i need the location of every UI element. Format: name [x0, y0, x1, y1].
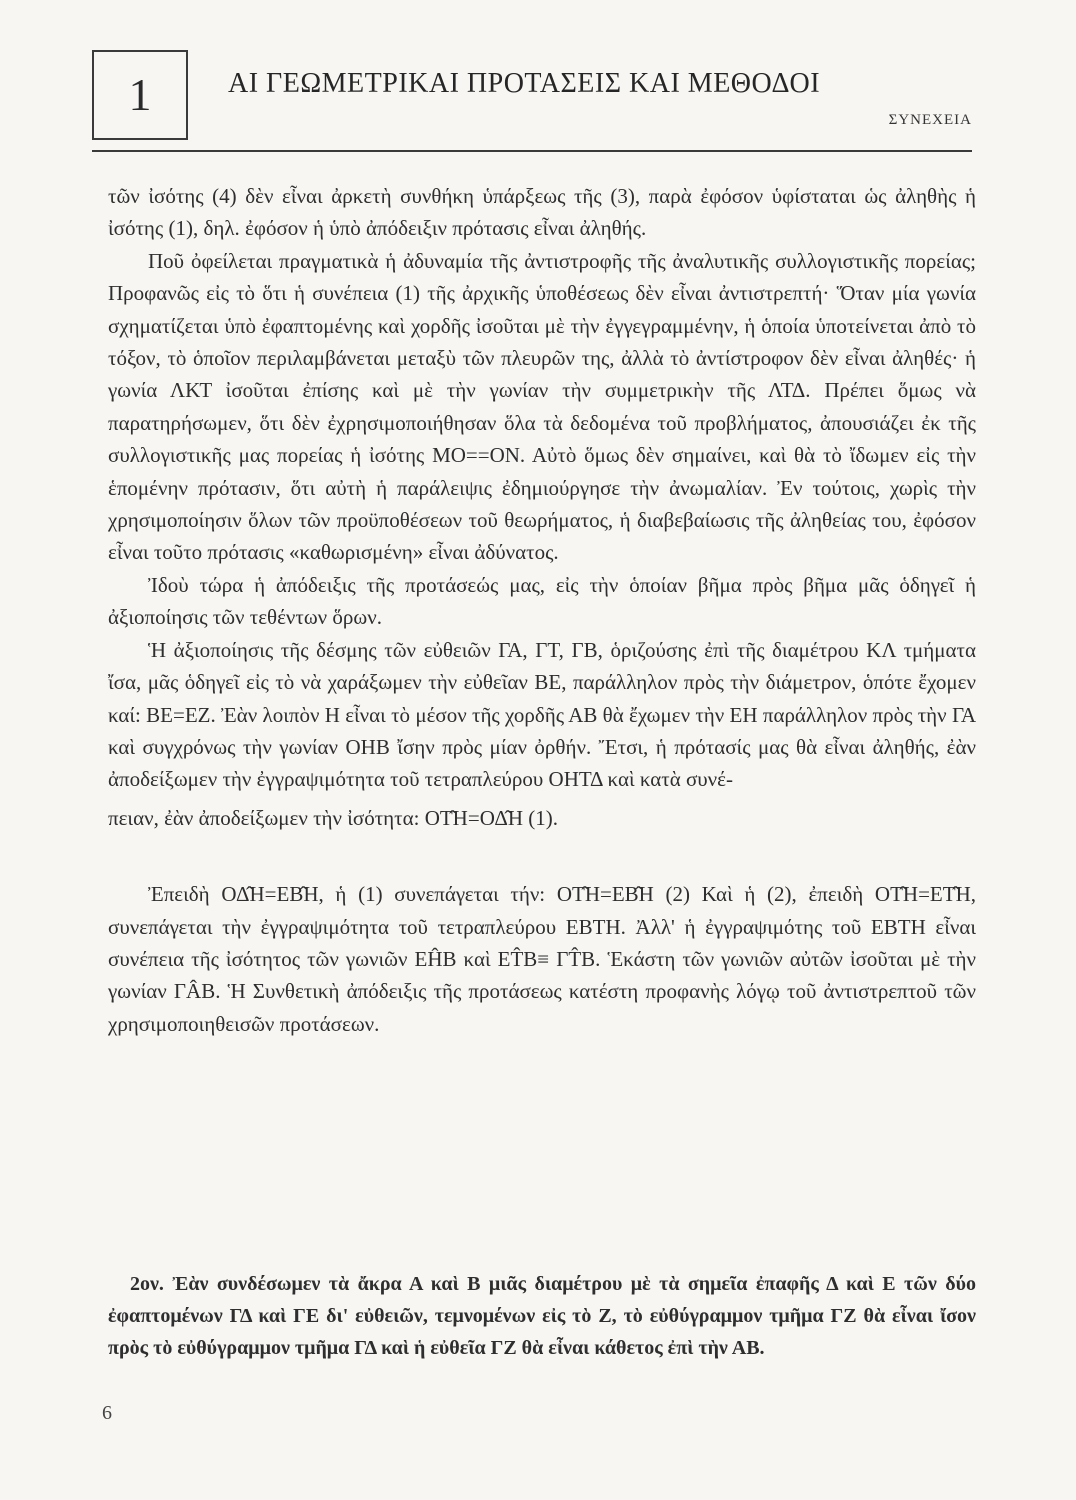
- paragraph: τῶν ἰσότης (4) δὲν εἶναι ἀρκετὴ συνθήκη ὑπάρξεως τῆς (3), παρὰ ἐφόσον ὑφίσταται ὡς ἀληθὴς ἡ ἰσότης (1), δηλ. ἐφόσον ἡ ὑπὸ ἀπόδειξιν πρότασις εἶναι ἀληθής.: [108, 184, 976, 241]
- chapter-number-box: 1: [92, 50, 188, 140]
- paragraph: Ἰδοὺ τώρα ἡ ἀπόδειξις τῆς προτάσεώς μας, εἰς τὴν ὁποίαν βῆμα πρὸς βῆμα μᾶς ὁδηγεῖ ἡ ἀξιοποίησις τῶν τεθέντων ὅρων.: [108, 572, 976, 630]
- chapter-header: [92, 50, 972, 150]
- paragraph: Ἡ ἀξιοποίησις τῆς δέσμης τῶν εὐθειῶν ΓΑ, ΓΤ, ΓΒ, ὁριζούσης ἐπὶ τῆς διαμέτρου ΚΛ τμήματα ἴσα, μᾶς ὁδηγεῖ εἰς τὸ νὰ χαράξωμεν τὴν εὐθεῖαν ΒΕ, παράλληλον πρὸς τὴν διάμετρον, ὁπότε ἔχομεν καί: ΒΕ=ΕΖ. Ἐὰν λοιπὸν Η εἶναι τὸ μέσον τῆς χορδῆς ΑΒ θὰ ἔχωμεν τὴν ΕΗ παράλληλον πρὸς τὴν ΓΑ καὶ συγχρόνως τὴν γωνίαν ΟΗΒ ἴσην πρὸς μίαν ὀρθήν. Ἔτσι, ἡ πρότασίς μας θὰ εἶναι ἀληθής, ἐὰν ἀποδείξωμεν τὴν ἐγγραψιμότητα τοῦ τετραπλεύρου ΟΗΤΔ καὶ κατὰ συνέ-: [108, 637, 976, 792]
- chapter-subtitle: ΣΥΝΕΧΕΙΑ: [888, 112, 972, 128]
- page-number: 6: [102, 1402, 112, 1424]
- bold-paragraph: 2ον. Ἐὰν συνδέσωμεν τὰ ἄκρα Α καὶ Β μιᾶς διαμέτρου μὲ τὰ σημεῖα ἐπαφῆς Δ καὶ Ε τῶν δύο ἐφαπτομένων ΓΔ καὶ ΓΕ δι' εὐθειῶν, τεμνομένων εἰς τὸ Ζ, τὸ εὐθύγραμμον τμῆμα ΓΖ θὰ εἶναι ἴσον πρὸς τὸ εὐθύγραμμον τμῆμα ΓΔ καὶ ἡ εὐθεῖα ΓΖ θὰ εἶναι κάθετος ἐπὶ τὴν ΑΒ.: [108, 1273, 976, 1359]
- chapter-title: ΑΙ ΓΕΩΜΕΤΡΙΚΑΙ ΠΡΟΤΑΣΕΙΣ ΚΑΙ ΜΕΘΟΔΟΙ: [228, 68, 821, 99]
- header-rule: [92, 150, 972, 152]
- paragraph: πειαν, ἐὰν ἀποδείξωμεν τὴν ἰσότητα: ΟΤ̂Η=ΟΔ̂Η (1).: [108, 805, 558, 830]
- body-text: [108, 180, 976, 1040]
- paragraph: Ἐπειδὴ ΟΔ̂Η=ΕΒ̂Η, ἡ (1) συνεπάγεται τήν: ΟΤ̂Η=ΕΒ̂Η (2) Καὶ ἡ (2), ἐπειδὴ ΟΤ̂Η=ΕΤ̂Η, συνεπάγεται τὴν ἐγγραψιμότητα τοῦ τετραπλεύρου ΕΒΤΗ. Ἀλλ' ἡ ἐγγραψιμότης τοῦ ΕΒΤΗ εἶναι συνέπεια τῆς ἰσότητος τῶν γωνιῶν ΕĤΒ καὶ ΕT̂Β≡ ΓT̂Β. Ἑκάστη τῶν γωνιῶν αὐτῶν ἰσοῦται μὲ τὴν γωνίαν ΓÂΒ. Ἡ Συνθετικὴ ἀπόδειξις τῆς προτάσεως κατέστη προφανὴς λόγῳ τοῦ ἀντιστρεπτοῦ τῶν χρησιμοποιηθεισῶν προτάσεων.: [108, 882, 976, 1036]
- paragraph: Ποῦ ὀφείλεται πραγματικὰ ἡ ἀδυναμία τῆς ἀντιστροφῆς τῆς ἀναλυτικῆς συλλογιστικῆς πορείας; Προφανῶς εἰς τὸ ὅτι ἡ συνέπεια (1) τῆς ἀρχικῆς ὑποθέσεως δὲν εἶναι ἀντιστρεπτή· Ὅταν μία γωνία σχηματίζεται ὑπὸ ἐφαπτομένης καὶ χορδῆς ἰσοῦται μὲ τὴν ἐγγεγραμμένην, ἡ ὁποία ὑποτείνεται ἀπὸ τὸ τόξον, τὸ ὁποῖον περιλαμβάνεται μεταξὺ τῶν πλευρῶν της, ἀλλὰ τὸ ἀντίστροφον δὲν εἶναι ἀληθές· ἡ γωνία ΛΚΤ ἰσοῦται ἐπίσης καὶ μὲ τὴν γωνίαν τὴν συμμετρικὴν τῆς ΛΤΔ. Πρέπει ὅμως νὰ παρατηρήσωμεν, ὅτι δὲν ἐχρησιμοποιήθησαν ὅλα τὰ δεδομένα τοῦ προβλήματος, ἀπουσιάζει ἐκ τῆς συλλογιστικῆς μας πορείας ἡ ἰσότης ΜΟ==ΟΝ. Αὐτὸ ὅμως δὲν σημαίνει, καὶ θὰ τὸ ἴδωμεν εἰς τὴν ἑπομένην πρότασιν, ὅτι αὐτὴ ἡ παράλειψις ἐδημιούργησε τὴν ἀνωμαλίαν. Ἐν τούτοις, χωρὶς τὴν χρησιμοποίησιν ὅλων τῶν προϋποθέσεων τοῦ θεωρήματος, ἡ διαβεβαίωσις τῆς ἀληθείας του, ἐφόσον εἶναι τοῦτο πρότασις «καθωρισμένη» εἶναι ἀδύνατος.: [108, 248, 976, 565]
